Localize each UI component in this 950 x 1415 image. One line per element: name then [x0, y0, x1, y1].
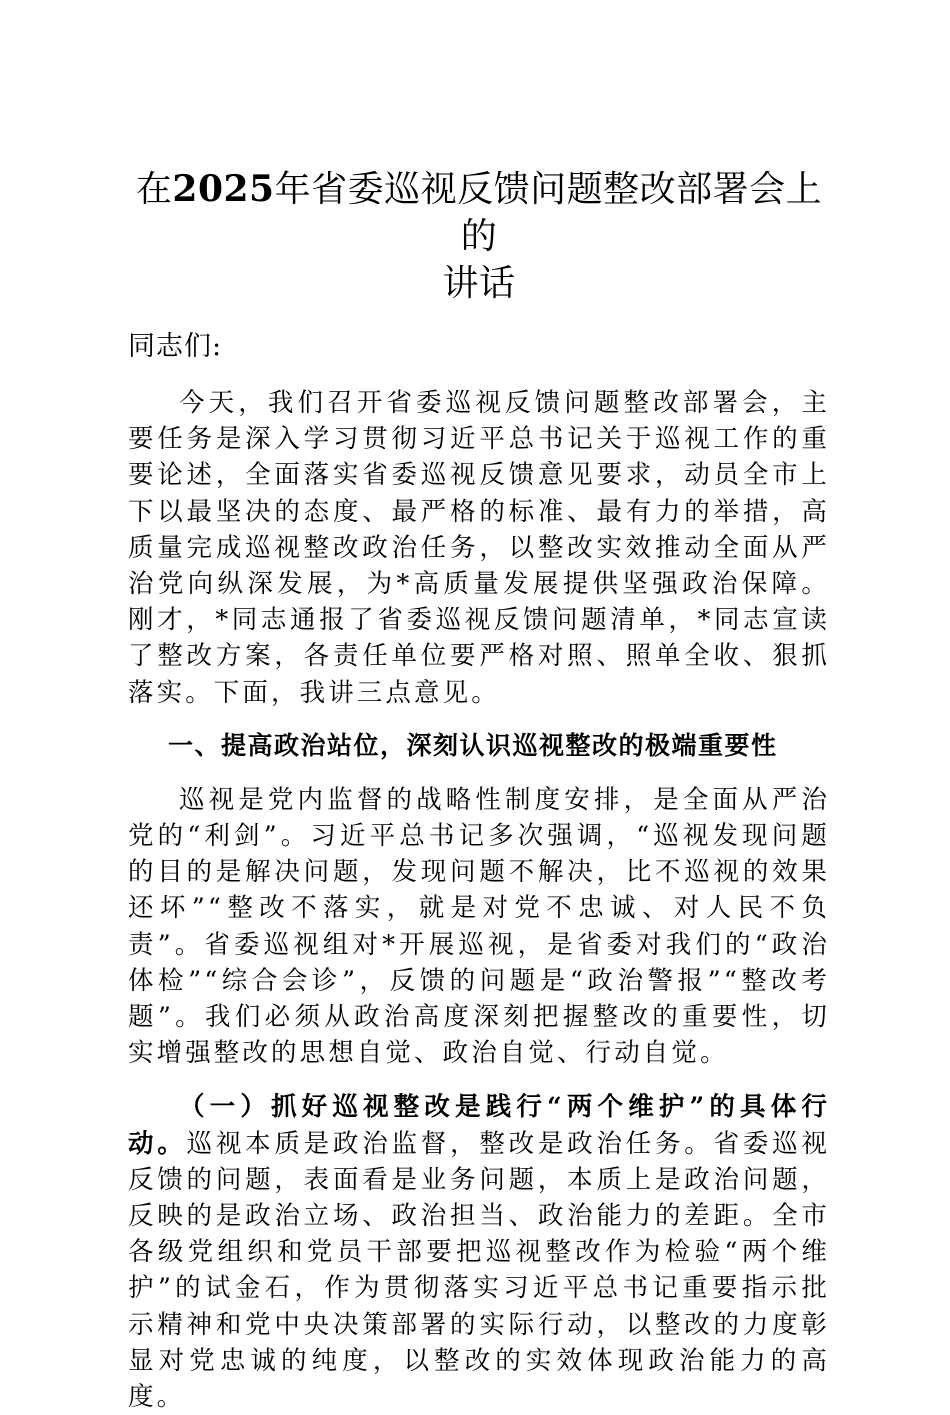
document-title — [128, 166, 830, 307]
section-heading-1: 一、提高政治站位，深刻认识巡视整改的极端重要性 — [168, 730, 778, 760]
intro-paragraph: 今天，我们召开省委巡视反馈问题整改部署会，主要任务是深入学习贯彻习近平总书记关于巡视工作的重要论述，全面落实省委巡视反馈意见要求，动员全市上下以最坚决的态度、最严格的标准、最有力的举措，高质量完成巡视整改政治任务，以整改实效推动全面从严治党向纵深发展，为*高质量发展提供坚强政治保障。刚才，*同志通报了省委巡视反馈问题清单，*同志宣读了整改方案，各责任单位要严格对照、照单全收、狠抓落实。下面，我讲三点意见。 — [128, 388, 830, 708]
salutation: 同志们: — [128, 331, 223, 362]
subsection-1-body: 巡视本质是政治监督，整改是政治任务。省委巡视反馈的问题，表面看是业务问题，本质上是政治问题，反映的是政治立场、政治担当、政治能力的差距。全市各级党组织和党员干部要把巡视整改作为检验“两个维护”的试金石，作为贯彻落实习近平总书记重要指示批示精神和党中央决策部署的实际行动，以整改的力度彰显对党忠诚的纯度，以整改的实效体现政治能力的高度。 — [128, 1128, 831, 1413]
title-line2: 讲话 — [442, 263, 516, 304]
title-year: 2025 — [172, 168, 275, 210]
section-1-paragraph: 巡视是党内监督的战略性制度安排，是全面从严治党的“利剑”。习近平总书记多次强调，“巡视发现问题的目的是解决问题，发现问题不解决，比不巡视的效果还坏”“整改不落实，就是对党不忠诚、对人民不负责”。省委巡视组对*开展巡视，是省委对我们的“政治体检”“综合会诊”，反馈的问题是“政治警报”“整改考题”。我们必须从政治高度深刻把握整改的重要性，切实增强整改的思想自觉、政治自觉、行动自觉。 — [128, 784, 830, 1069]
title-prefix: 在 — [135, 169, 173, 210]
document-body — [128, 166, 830, 1415]
subsection-1-lead: （一）抓好巡视整改是践行“两个维护”的具体行动。 — [128, 1092, 830, 1159]
subsection-1-paragraph — [128, 1089, 830, 1415]
title-suffix: 年省委巡视反馈问题整改部署会上的 — [274, 169, 823, 257]
